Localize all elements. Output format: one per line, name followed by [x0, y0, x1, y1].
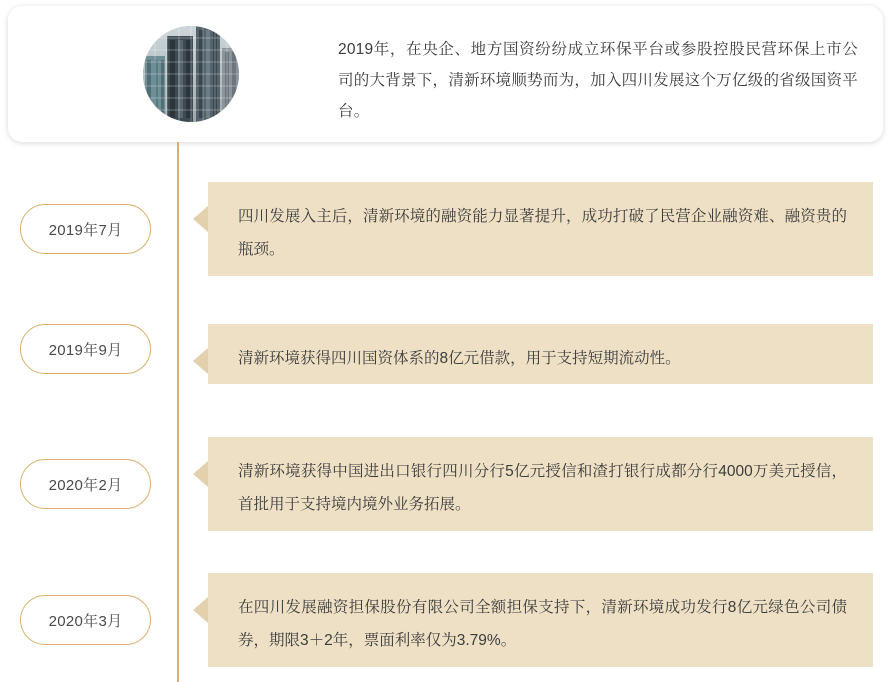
bubble-arrow-icon — [193, 597, 208, 623]
city-buildings-photo — [143, 26, 239, 122]
timeline-event-bubble — [208, 182, 873, 276]
timeline-date-badge: 2019年7月 — [20, 204, 151, 254]
timeline-axis — [177, 142, 179, 682]
timeline-event-text: 四川发展入主后，清新环境的融资能力显著提升，成功打破了民营企业融资难、融资贵的瓶颈。 — [238, 208, 847, 258]
bubble-arrow-icon — [193, 206, 208, 232]
header-card — [8, 6, 883, 142]
timeline-date-badge: 2020年2月 — [20, 459, 151, 509]
timeline-event-text: 清新环境获得中国进出口银行四川分行5亿元授信和渣打银行成都分行4000万美元授信，首批用于支持境内境外业务拓展。 — [238, 463, 847, 513]
bubble-arrow-icon — [193, 461, 208, 487]
timeline-event-text: 在四川发展融资担保股份有限公司全额担保支持下，清新环境成功发行8亿元绿色公司债券，期限3＋2年，票面利率仅为3.79%。 — [238, 599, 847, 649]
timeline-event-bubble — [208, 573, 873, 667]
timeline-date-badge: 2019年9月 — [20, 324, 151, 374]
header-paragraph: 2019年，在央企、地方国资纷纷成立环保平台或参股控股民营环保上市公司的大背景下，清新环境顺势而为，加入四川发展这个万亿级的省级国资平台。 — [338, 41, 858, 120]
timeline-event-text: 清新环境获得四川国资体系的8亿元借款，用于支持短期流动性。 — [238, 350, 681, 367]
timeline-date-badge: 2020年3月 — [20, 595, 151, 645]
timeline-event-bubble — [208, 437, 873, 531]
bubble-arrow-icon — [193, 348, 208, 374]
timeline-event-bubble — [208, 324, 873, 384]
